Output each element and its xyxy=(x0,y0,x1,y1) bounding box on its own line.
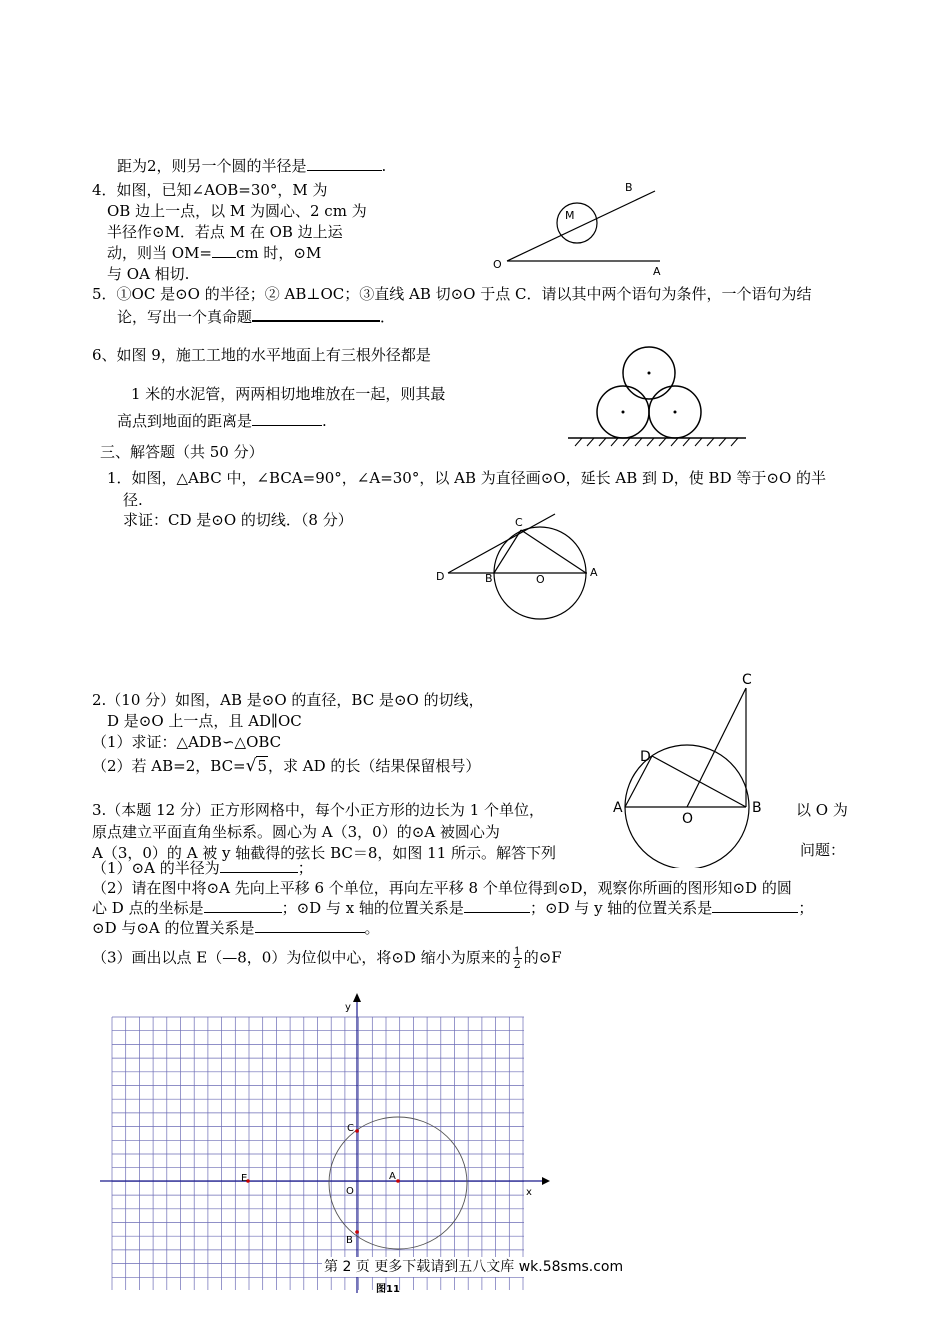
p1-figure xyxy=(430,510,610,645)
p1-line1: 1．如图，△ABC 中，∠BCA=90°，∠A=30°，以 AB 为直径画⊙O，延长 AB 到 D，使 BD 等于⊙O 的半 xyxy=(107,469,827,487)
q4-line2: OB 边上一点，以 M 为圆心、2 cm 为 xyxy=(107,202,367,220)
q3-answer-blank[interactable] xyxy=(307,156,382,171)
p1-line2: 径. xyxy=(123,491,143,509)
q6-pipe-top-center xyxy=(648,372,651,375)
frac-den: 2 xyxy=(513,958,521,971)
p1-label-c: C xyxy=(515,516,523,529)
label-o: O xyxy=(346,1186,354,1197)
point-c xyxy=(355,1129,359,1133)
q5-end: ． xyxy=(380,308,396,326)
p3-line6 xyxy=(92,898,813,918)
point-a xyxy=(396,1179,400,1183)
q3-cont-text: 距为2，则另一个圆的半径是 xyxy=(117,157,307,175)
p3-line7b: 。 xyxy=(364,919,380,937)
p3-x-axis-blank[interactable] xyxy=(464,898,530,913)
p2-line3: （1）求证：△ADB∽△OBC xyxy=(92,733,282,751)
p3-center-blank[interactable] xyxy=(204,898,282,913)
p1-line3: 求证：CD 是⊙O 的切线．（8 分） xyxy=(123,511,353,529)
label-x: x xyxy=(526,1187,532,1198)
p3-line3b: 问题： xyxy=(800,841,846,859)
p2-line4a: （2）若 AB=2，BC= xyxy=(92,757,246,775)
p3-line4 xyxy=(92,858,313,878)
q4-line-ob xyxy=(507,191,655,261)
p3-line1b: 以 O 为 xyxy=(796,801,848,819)
q4-line5: 与 OA 相切. xyxy=(107,265,190,283)
p3-line1a: 3.（本题 12 分）正方形网格中，每个小正方形的边长为 1 个单位， xyxy=(92,801,545,819)
p3-line7a: ⊙D 与⊙A 的位置关系是 xyxy=(92,919,255,937)
q4-answer-blank[interactable] xyxy=(212,243,236,258)
q6-ground-hatch xyxy=(575,438,738,446)
circle-a xyxy=(329,1117,467,1249)
p2-figure xyxy=(610,668,770,868)
p2-line4 xyxy=(92,756,480,776)
p1-label-a: A xyxy=(590,566,598,579)
p2-line-oc xyxy=(687,688,746,807)
q5-line1: 5．①OC 是⊙O 的半径；② AB⊥OC；③直线 AB 切⊙O 于点 C．请以其中两个语句为条件，一个语句为结 xyxy=(92,285,812,303)
p3-grid-figure xyxy=(95,990,555,1300)
label-a: A xyxy=(389,1171,396,1182)
p2-label-d: D xyxy=(640,749,651,765)
p2-root-value: 5 xyxy=(257,757,268,775)
label-b: B xyxy=(346,1235,353,1246)
p2-label-a: A xyxy=(613,800,623,816)
label-c: C xyxy=(347,1123,354,1134)
p3-line4-text: （1）⊙A 的半径为 xyxy=(92,859,220,877)
p3-line2: 原点建立平面直角坐标系。圆心为 A（3，0）的⊙A 被圆心为 xyxy=(92,823,500,841)
p1-tangent-dc xyxy=(448,514,555,573)
q6-line3 xyxy=(117,411,327,431)
q4-label-m: M xyxy=(565,209,575,222)
p3-radius-blank[interactable] xyxy=(220,858,298,873)
q4-label-b: B xyxy=(625,181,633,194)
p1-line-bc xyxy=(494,530,521,573)
q4-line3: 半径作⊙M．若点 M 在 OB 边上运 xyxy=(107,223,343,241)
q6-answer-blank[interactable] xyxy=(252,411,322,426)
q6-line3-text: 高点到地面的距离是 xyxy=(117,412,253,430)
q4-line4 xyxy=(107,243,321,263)
q6-line2: 1 米的水泥管，两两相切地堆放在一起，则其最 xyxy=(131,385,446,403)
p2-label-c: C xyxy=(742,672,752,688)
q4-label-a: A xyxy=(653,265,661,278)
q3-cont-line xyxy=(117,156,386,176)
fraction-half xyxy=(513,946,522,971)
q4-label-o: O xyxy=(493,258,502,271)
q5-line2 xyxy=(117,306,395,327)
q4-line1: 4．如图，已知∠AOB=30°，M 为 xyxy=(92,181,328,199)
label-e: E xyxy=(241,1173,248,1184)
p3-line6a: 心 D 点的坐标是 xyxy=(92,899,204,917)
p3-relation-blank[interactable] xyxy=(255,918,365,933)
p3-line4-end: ； xyxy=(297,859,313,877)
x-axis-arrow xyxy=(542,1177,550,1185)
p1-label-b: B xyxy=(485,572,493,585)
p3-line6b: ；⊙D 与 x 轴的位置关系是 xyxy=(281,899,464,917)
sqrt-symbol: √ xyxy=(245,756,257,776)
p3-y-axis-blank[interactable] xyxy=(712,898,798,913)
q6-pipes-figure xyxy=(562,340,752,452)
p3-line8b: 的⊙F xyxy=(523,948,562,967)
p1-label-o: O xyxy=(536,573,545,586)
q6-line1: 6、如图 9，施工工地的水平地面上有三根外径都是 xyxy=(92,346,431,364)
q6-pipe-right-center xyxy=(674,411,677,414)
point-b xyxy=(355,1230,359,1234)
p1-label-d: D xyxy=(436,570,445,583)
p3-line7 xyxy=(92,918,380,938)
q4-circle-m xyxy=(557,203,597,243)
q3-end: . xyxy=(381,157,387,175)
p3-line8 xyxy=(92,946,562,971)
p3-line5: （2）请在图中将⊙A 先向上平移 6 个单位，再向左平移 8 个单位得到⊙D，观察你所画的图形知⊙D 的圆 xyxy=(92,879,792,897)
p3-line3a: A（3，0）的 A 被 y 轴截得的弦长 BC＝8，如图 11 所示。解答下列 xyxy=(92,844,557,862)
p3-line6d: ； xyxy=(798,899,814,917)
label-y: y xyxy=(345,1002,351,1013)
p3-line8a: （3）画出以点 E（—8，0）为位似中心，将⊙D 缩小为原来的 xyxy=(92,948,511,967)
p2-line1: 2.（10 分）如图，AB 是⊙O 的直径，BC 是⊙O 的切线， xyxy=(92,691,484,709)
q6-pipe-left-center xyxy=(622,411,625,414)
q4-figure xyxy=(485,175,675,280)
p1-line-ca xyxy=(521,530,586,573)
p3-line6c: ；⊙D 与 y 轴的位置关系是 xyxy=(529,899,713,917)
y-axis-arrow xyxy=(353,993,361,1002)
frac-num: 1 xyxy=(513,945,521,958)
p2-label-b: B xyxy=(752,800,762,816)
q5-answer-blank[interactable] xyxy=(252,306,380,322)
p2-line2: D 是⊙O 上一点，且 AD∥OC xyxy=(107,712,302,730)
p2-line4b: ，求 AD 的长（结果保留根号） xyxy=(268,757,481,775)
q6-end: . xyxy=(322,412,327,430)
p2-label-o: O xyxy=(682,811,694,827)
figure-caption: 图11 xyxy=(376,1284,400,1295)
grid-lines xyxy=(112,1017,524,1290)
section3-title: 三、解答题（共 50 分） xyxy=(100,443,264,461)
q5-line2-text: 论，写出一个真命题 xyxy=(117,308,253,326)
q4-line4a: 动，则当 OM= xyxy=(107,244,212,262)
page-footer: 第 2 页 更多下载请到五八文库 wk.58sms.com xyxy=(324,1259,624,1275)
q4-line4b: cm 时，⊙M xyxy=(236,244,322,262)
